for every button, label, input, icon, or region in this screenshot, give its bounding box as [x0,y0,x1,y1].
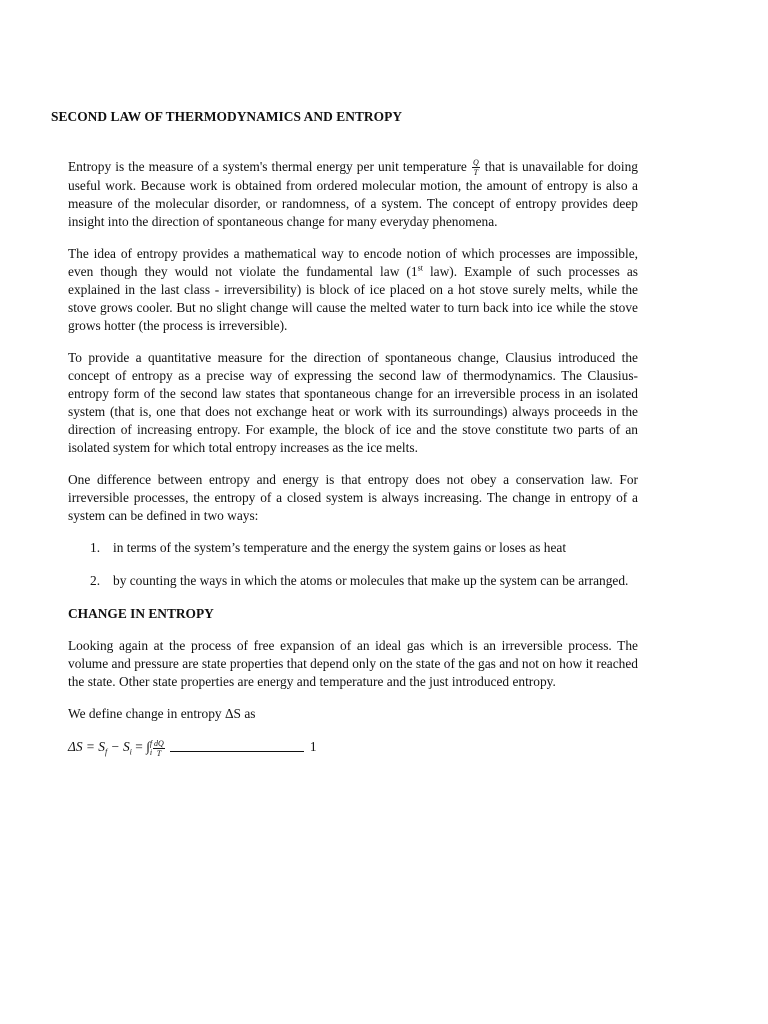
equation-number: 1 [309,739,317,755]
paragraph-clausius: To provide a quantitative measure for the direction of spontaneous change, Clausius introduced the concept of entropy as a precise way of expressing the second law of thermodynamics. The Clausius-entropy form of the second law states that spontaneous change for an irreversible process in an isolated system (that is, one that does not exchange heat or work with its surroundings) always proceeds in the direction of increasing entropy. For example, the block of ice and the stove constitute two parts of an isolated system for which total entropy increases as the ice melts. [68,350,638,456]
text: that is unavailable for doing useful work. Because work is obtained from ordered molecular motion, the amount of entropy is also a measure of the molecular disorder, or randomness, of a system. The concept of entropy provides deep insight into the direction of spontaneous change for many everyday phenomena. [68,159,638,230]
paragraph-entropy-definition [68,158,638,231]
document-title: SECOND LAW OF THERMODYNAMICS AND ENTROPY [51,109,403,124]
paragraph-free-expansion: Looking again at the process of free expansion of an ideal gas which is an irreversible process. The volume and pressure are state properties that depend only on the state of the gas and not on how it reached the state. Other state properties are energy and temperature and the just introduced entropy. [68,638,638,690]
list-number: 1. [90,540,101,556]
eq-sub-f: f [104,748,108,758]
eq-minus: − S [107,739,130,755]
equation-1 [68,737,638,763]
list-number: 2. [90,573,101,589]
list-text: in terms of the system’s temperature and the energy the system gains or loses as heat [113,540,567,556]
eq-sub-i: i [129,748,132,758]
text: law). Example of such processes as explained in the last class - irreversibility) is block of ice placed on a hot stove surely melts, while the stove grows cooler. But no slight change will cause the melted water to turn back into ice while the stove grows hotter (the process is irreversible). [68,264,638,334]
paragraph-entropy-vs-energy: One difference between entropy and energy is that entropy does not obey a conservation law. For irreversible processes, the entropy of a closed system is always increasing. The change in entropy of a system can be defined in two ways: [68,472,638,524]
definition-list [68,539,638,590]
fraction-q-over-t [472,158,480,177]
document-body [68,158,638,763]
limit-lower: i [149,748,153,758]
fraction-denominator: T [156,748,162,758]
list-item [68,572,638,590]
paragraph-define-change: We define change in entropy ΔS as [68,706,256,722]
list-item [68,539,638,557]
integral-limits [150,739,152,757]
fraction-numerator: dQ [154,738,164,748]
text: Entropy is the measure of a system's thermal energy per unit temperature [68,159,471,174]
list-text: by counting the ways in which the atoms or molecules that make up the system can be arranged. [113,573,629,589]
paragraph-irreversibility [68,245,638,335]
fraction-denominator: T [473,168,479,178]
equation-blank-line [170,751,304,752]
fraction-numerator: Q [472,158,479,168]
eq-lhs: ΔS = S [68,739,105,755]
section-heading-change-in-entropy: CHANGE IN ENTROPY [68,606,214,622]
limit-upper: f [149,739,153,749]
eq-integral: = ∫ [131,739,150,755]
fraction-dq-over-t [153,739,165,758]
text: The idea of entropy provides a mathematical way to encode notion of which processes are impossible, even though they would not violate the fundamental law (1 [68,246,638,280]
superscript: st [417,263,423,273]
